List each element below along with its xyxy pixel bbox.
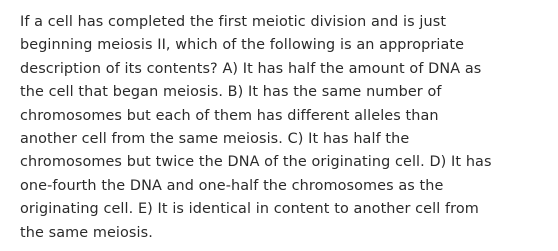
question-text: If a cell has completed the first meiotic division and is just beginning meiosis II, which of the following is an appropriate description of its contents? A) It has half the amount of DNA as the cell that began meiosis. B) It has the same number of chromosomes but each of them has different alleles than another cell from the same meiosis. C) It has half the chromosomes but twice the DNA of the originating cell. D) It has one-fourth the DNA and one-half the chromosomes as the originating cell. E) It is identical in content to another cell from the same meiosis. (20, 14, 492, 241)
